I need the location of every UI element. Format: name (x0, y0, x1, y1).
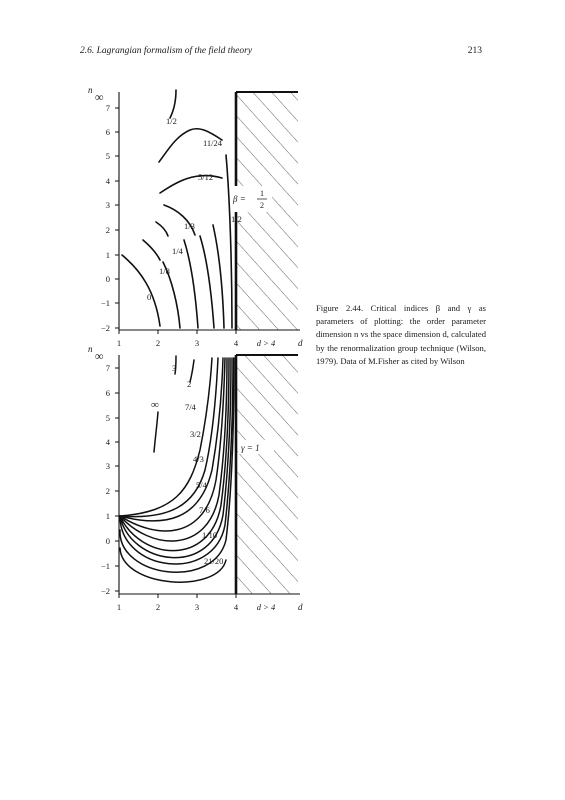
gamma-label-4-3: 4/3 (193, 454, 204, 464)
beta-curve-1-2 (170, 90, 176, 118)
gamma-curve-d (120, 358, 229, 551)
gamma-x-region-label: d > 4 (256, 602, 276, 612)
gamma-label-3-2: 3/2 (190, 429, 201, 439)
gamma-label-3: 3 (172, 363, 177, 373)
gamma-x-tick: 1 (116, 602, 122, 612)
gamma-curves (120, 356, 234, 582)
beta-y-infinity: ∞ (95, 90, 104, 104)
beta-y-tick: 3 (105, 200, 110, 210)
beta-label-5-12: 5/12 (198, 172, 214, 182)
beta-y-tick: 2 (105, 225, 110, 235)
gamma-label-2: 2 (187, 379, 192, 389)
beta-y-ticks (101, 103, 119, 333)
beta-label-11-24: 11/24 (203, 138, 223, 148)
beta-curve-0 (122, 255, 160, 326)
beta-curve-labels (147, 116, 242, 302)
beta-x-ticks (117, 330, 303, 348)
beta-label-1-2-right: 1/2 (231, 214, 242, 224)
beta-curve-1-8 (143, 240, 160, 260)
gamma-label-7-6: 7/6 (199, 505, 210, 515)
beta-y-tick: 0 (105, 274, 110, 284)
beta-y-tick: 1 (105, 250, 110, 260)
beta-label-0: 0 (147, 292, 152, 302)
beta-x-tick: 3 (194, 338, 200, 348)
gamma-y-axis-label: n (88, 344, 93, 354)
gamma-curve-inf (154, 412, 158, 452)
gamma-label-1-10: 1/10 (202, 530, 218, 540)
beta-curves (122, 90, 232, 328)
gamma-y-tick: 3 (105, 461, 110, 471)
beta-x-tick: 1 (116, 338, 122, 348)
gamma-y-infinity: ∞ (95, 349, 104, 363)
beta-y-tick: 5 (105, 151, 110, 161)
page-number: 213 (467, 46, 482, 56)
gamma-x-tick: 3 (194, 602, 200, 612)
gamma-region-label (238, 440, 274, 454)
gamma-x-tick: 4 (233, 602, 239, 612)
beta-curve-lower-2 (184, 240, 198, 328)
gamma-y-tick: 6 (105, 388, 110, 398)
gamma-panel (88, 344, 303, 612)
gamma-y-tick: −1 (100, 561, 110, 571)
svg-text:β =: β = (233, 194, 246, 204)
running-title: 2.6. Lagrangian formalism of the field theory (80, 46, 253, 56)
beta-y-tick: −2 (100, 323, 110, 333)
beta-x-tick: 2 (155, 338, 161, 348)
beta-curve-lower-3 (200, 236, 214, 328)
gamma-x-axis-label: d (298, 602, 303, 612)
figure-caption: Figure 2.44. Critical indices β and γ as parameters of plotting: the order parameter dimension n vs the space dimension d, calculated by the renormalization group technique (Wilson, 1979). Data of M.Fisher as cited by Wilson (316, 303, 486, 366)
beta-label-1-8: 1/8 (159, 266, 170, 276)
beta-y-tick: −1 (100, 298, 110, 308)
beta-y-axis-label: n (88, 85, 93, 95)
gamma-label-7-4: 7/4 (185, 402, 196, 412)
beta-label-1-4: 1/4 (172, 246, 183, 256)
svg-text:1: 1 (260, 189, 264, 198)
beta-label-1-2: 1/2 (166, 116, 177, 126)
gamma-hatched-region (236, 355, 298, 594)
beta-x-axis-label: d (298, 338, 303, 348)
gamma-curve-a (120, 358, 223, 521)
gamma-y-tick: 0 (105, 536, 110, 546)
beta-region-label (230, 186, 272, 212)
beta-x-region-label: d > 4 (256, 338, 276, 348)
gamma-y-tick: 1 (105, 511, 110, 521)
gamma-x-ticks (117, 594, 303, 612)
gamma-y-tick: 7 (105, 363, 110, 373)
gamma-y-tick: 4 (105, 437, 110, 447)
beta-curve-lower-4 (213, 225, 224, 328)
beta-curve-lower-5 (226, 155, 232, 328)
beta-x-tick: 4 (233, 338, 239, 348)
svg-text:2: 2 (260, 201, 264, 210)
beta-y-tick: 7 (105, 103, 110, 113)
gamma-x-tick: 2 (155, 602, 161, 612)
gamma-y-tick: 2 (105, 486, 110, 496)
gamma-label-inf: ∞ (151, 399, 159, 411)
gamma-label-21-20: 21/20 (204, 556, 224, 566)
gamma-y-tick: −2 (100, 586, 110, 596)
beta-y-tick: 6 (105, 127, 110, 137)
gamma-label-5-4: 5/4 (196, 480, 207, 490)
beta-panel (88, 85, 303, 348)
gamma-y-ticks (101, 363, 119, 596)
gamma-y-tick: 5 (105, 413, 110, 423)
beta-label-1-3: 1/3 (184, 221, 195, 231)
svg-text:γ = 1: γ = 1 (241, 443, 260, 453)
beta-curve-1-4 (156, 222, 168, 236)
beta-y-tick: 4 (105, 176, 110, 186)
